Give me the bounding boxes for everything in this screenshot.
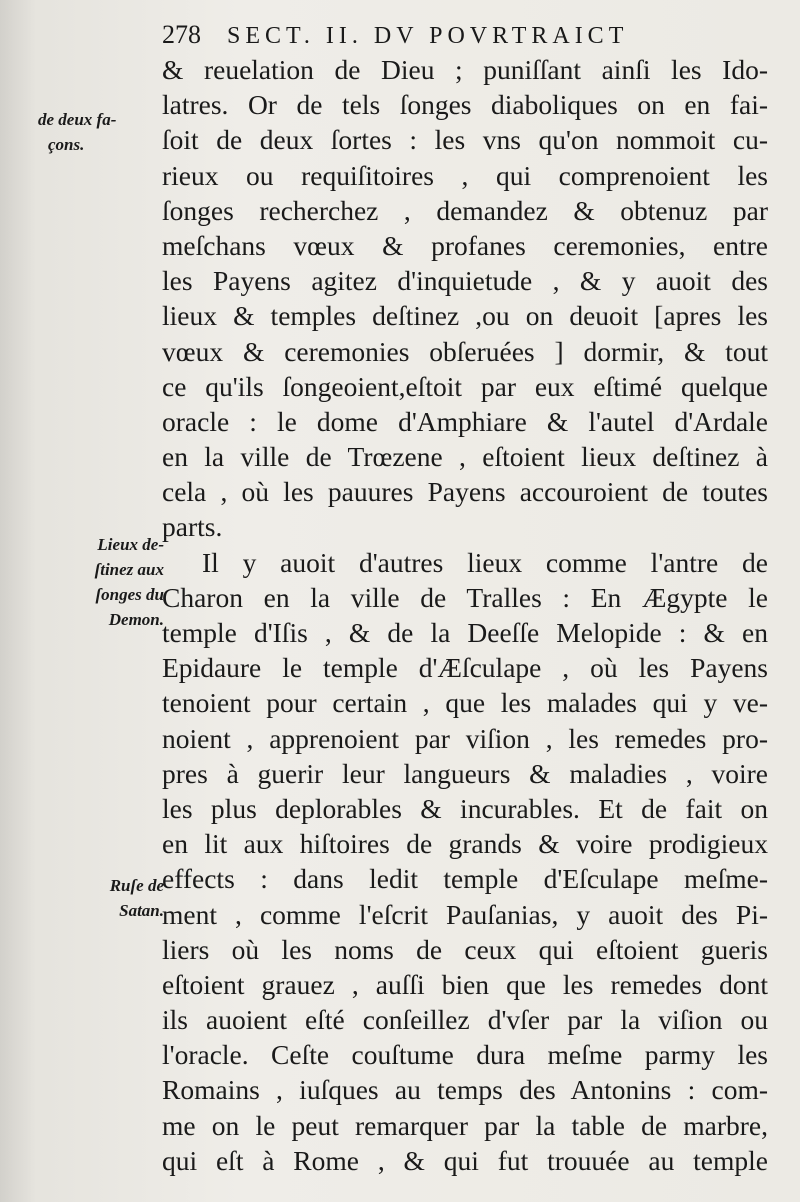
marginal-note-line: de deux fa-: [38, 110, 117, 129]
text-line: latres. Or de tels ſonges diaboliques on en fai-: [162, 89, 768, 121]
text-line: qui eſt à Rome , & qui fut trouuée au temple: [162, 1144, 768, 1176]
text-line: rieux ou requiſitoires , qui comprenoient les: [162, 159, 768, 191]
text-line: les plus deplorables & incurables. Et de fait on: [162, 792, 768, 824]
page-edge-shadow: [0, 0, 36, 1202]
text-line: ils auoient eſté conſeillez d'vſer par la viſion ou: [162, 1004, 768, 1036]
text-line: eſtoient grauez , auſſi bien que les remedes dont: [162, 968, 768, 1000]
text-line: pres à guerir leur langueurs & maladies , voire: [162, 757, 768, 789]
text-line: parts.: [162, 511, 223, 543]
text-line: Il y auoit d'autres lieux comme l'antre de: [202, 546, 768, 578]
text-line: oracle : le dome d'Amphiare & l'autel d'Ardale: [162, 405, 768, 437]
text-line: & reuelation de Dieu ; puniſſant ainſi les Ido-: [162, 54, 768, 85]
marginal-note-line: ſtinez aux: [94, 560, 164, 579]
text-line: liers où les noms de ceux qui eſtoient gueris: [162, 933, 768, 965]
text-line: cela , où les pauures Payens accouroient de toutes: [162, 476, 768, 508]
text-line: noient , apprenoient par viſion , les remedes pro-: [162, 722, 768, 754]
marginal-note-line: Ruſe de: [109, 876, 164, 895]
marginal-note-line: çons.: [48, 135, 85, 154]
text-line: l'oracle. Ceſte couſtume dura meſme parmy les: [162, 1039, 768, 1071]
marginal-note-line: Satan.: [119, 901, 164, 920]
marginal-note: [38, 107, 164, 157]
text-line: meſchans vœux & profanes ceremonies, entre: [162, 229, 768, 261]
text-line: ſonges recherchez , demandez & obtenuz par: [162, 194, 768, 226]
marginal-note-line: Demon.: [108, 610, 164, 629]
page-number: 278: [162, 20, 201, 49]
marginal-note-line: ſonges du: [95, 585, 164, 604]
text-line: en la ville de Trœzene , eſtoient lieux deſtinez à: [162, 441, 768, 473]
text-line: temple d'Iſis , & de la Deeſſe Melopide : & en: [162, 617, 768, 648]
marginal-note: [52, 532, 164, 632]
text-line: Epidaure le temple d'Æſculape , où les Payens: [162, 652, 768, 684]
text-line: ſoit de deux ſortes : les vns qu'on nommoit cu-: [162, 124, 768, 156]
text-line: tenoient pour certain , que les malades qui y ve-: [162, 687, 768, 719]
marginal-note: [52, 873, 164, 923]
text-line: les Payens agitez d'inquietude , & y auoit des: [162, 265, 768, 297]
text-line: Charon en la ville de Tralles : En Ægypte le: [162, 581, 768, 613]
text-line: lieux & temples deſtinez ,ou on deuoit [apres les: [162, 300, 768, 332]
text-line: me on le peut remarquer par la table de marbre,: [162, 1109, 768, 1141]
marginal-note-line: Lieux de-: [97, 535, 164, 554]
text-line: effects : dans ledit temple d'Eſculape meſme-: [162, 863, 768, 895]
text-line: en lit aux hiſtoires de grands & voire prodigieux: [162, 828, 768, 860]
text-line: ment , comme l'eſcrit Pauſanias, y auoit des Pi-: [162, 898, 768, 930]
body-text: [162, 52, 768, 1178]
text-line: vœux & ceremonies obſeruées ] dormir, & tout: [162, 335, 768, 367]
text-line: ce qu'ils ſongeoient,eſtoit par eux eſtimé quelque: [162, 370, 768, 402]
running-title: SECT. II. DV POVRTRAICT: [227, 23, 629, 49]
text-line: Romains , iuſques au temps des Antonins : com-: [162, 1074, 768, 1106]
